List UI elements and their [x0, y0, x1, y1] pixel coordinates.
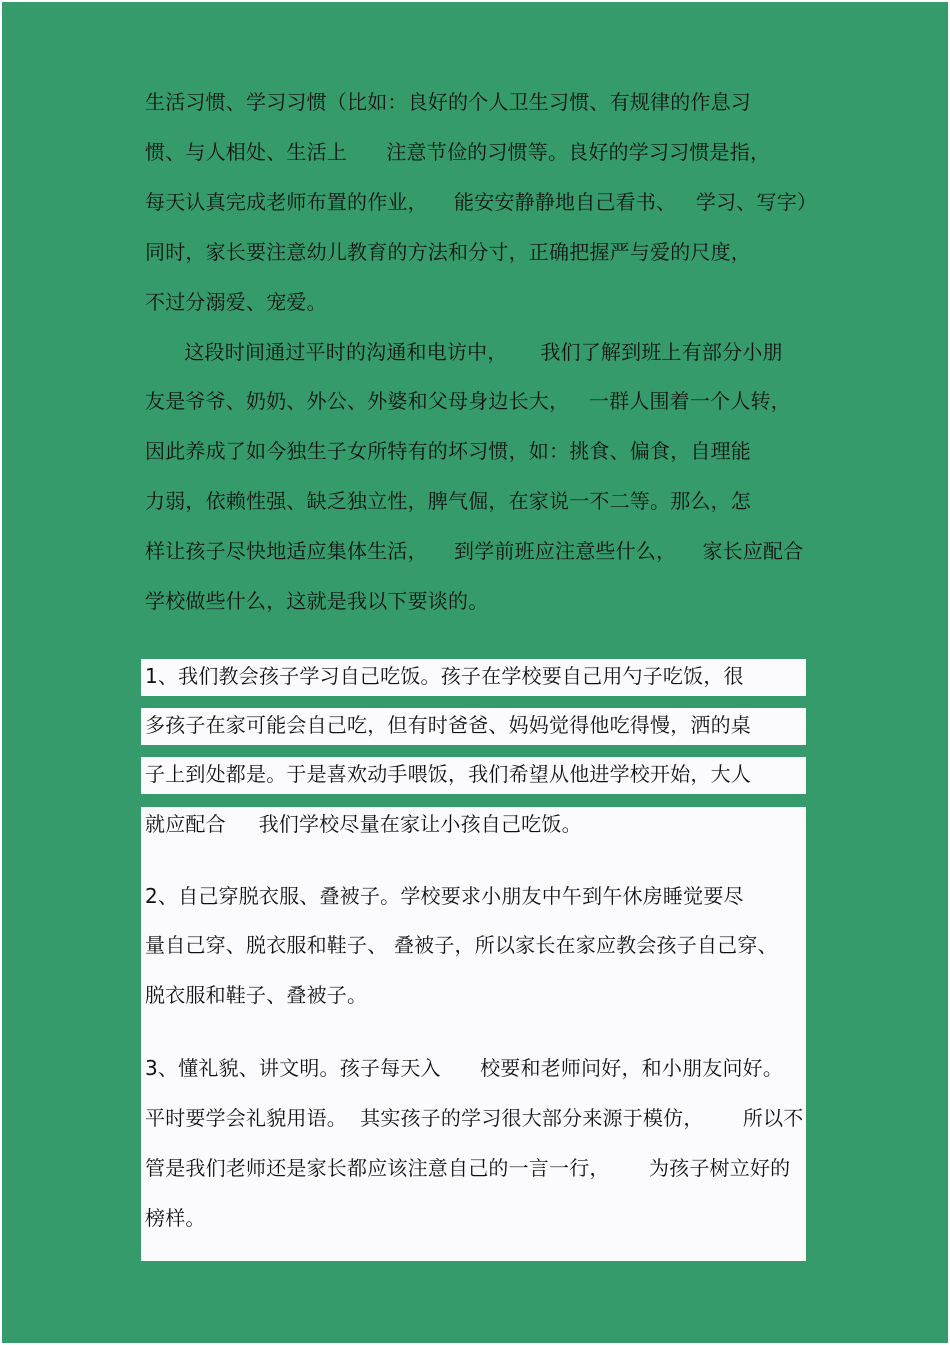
items-highlight-block [141, 807, 806, 1261]
intro-line-9: 力弱，依赖性强、缺乏独立性，脾气倔，在家说一不二等。那么，怎 [145, 489, 751, 513]
intro-line-5: 不过分溺爱、宠爱。 [145, 290, 327, 314]
intro-line-1: 生活习惯、学习习惯（比如：良好的个人卫生习惯、有规律的作息习 [145, 90, 751, 114]
item2-line-3: 脱衣服和鞋子、叠被子。 [145, 983, 368, 1007]
item1-line-3: 子上到处都是。于是喜欢动手喂饭，我们希望从他进学校开始，大人 [145, 762, 751, 786]
item2-line-1: 2、自己穿脱衣服、叠被子。学校要求小朋友中午到午休房睡觉要尽 [145, 884, 744, 908]
intro-line-7: 友是爷爷、奶奶、外公、外婆和父母身边长大， 一群人围着一个人转， [145, 389, 791, 413]
item3-line-4: 榜样。 [145, 1206, 206, 1230]
intro-line-10: 样让孩子尽快地适应集体生活， 到学前班应注意些什么， 家长应配合 [145, 539, 804, 563]
item1-line-2: 多孩子在家可能会自己吃，但有时爸爸、妈妈觉得他吃得慢，洒的桌 [145, 713, 751, 737]
item2-line-2: 量自己穿、脱衣服和鞋子、 叠被子，所以家长在家应教会孩子自己穿、 [145, 933, 778, 957]
intro-line-3: 每天认真完成老师布置的作业， 能安安静静地自己看书、 学习、写字） [145, 190, 818, 214]
item3-line-1: 3、懂礼貌、讲文明。孩子每天入 校要和老师问好，和小朋友问好。 [145, 1056, 784, 1080]
item3-line-3: 管是我们老师还是家长都应该注意自己的一言一行， 为孩子树立好的 [145, 1156, 791, 1180]
item1-line-4: 就应配合 我们学校尽量在家让小孩自己吃饭。 [145, 812, 582, 836]
intro-line-11: 学校做些什么，这就是我以下要谈的。 [145, 589, 489, 613]
item3-line-2: 平时要学会礼貌用语。 其实孩子的学习很大部分来源于模仿， 所以不 [145, 1106, 804, 1130]
intro-line-4: 同时，家长要注意幼儿教育的方法和分寸，正确把握严与爱的尺度， [145, 240, 751, 264]
intro-line-6: 这段时间通过平时的沟通和电访中， 我们了解到班上有部分小朋 [145, 340, 783, 364]
intro-line-8: 因此养成了如今独生子女所特有的坏习惯，如：挑食、偏食，自理能 [145, 439, 751, 463]
item1-line-1: 1、我们教会孩子学习自己吃饭。孩子在学校要自己用勺子吃饭，很 [145, 664, 744, 688]
intro-line-2: 惯、与人相处、生活上 注意节俭的习惯等。良好的学习习惯是指， [145, 140, 771, 164]
